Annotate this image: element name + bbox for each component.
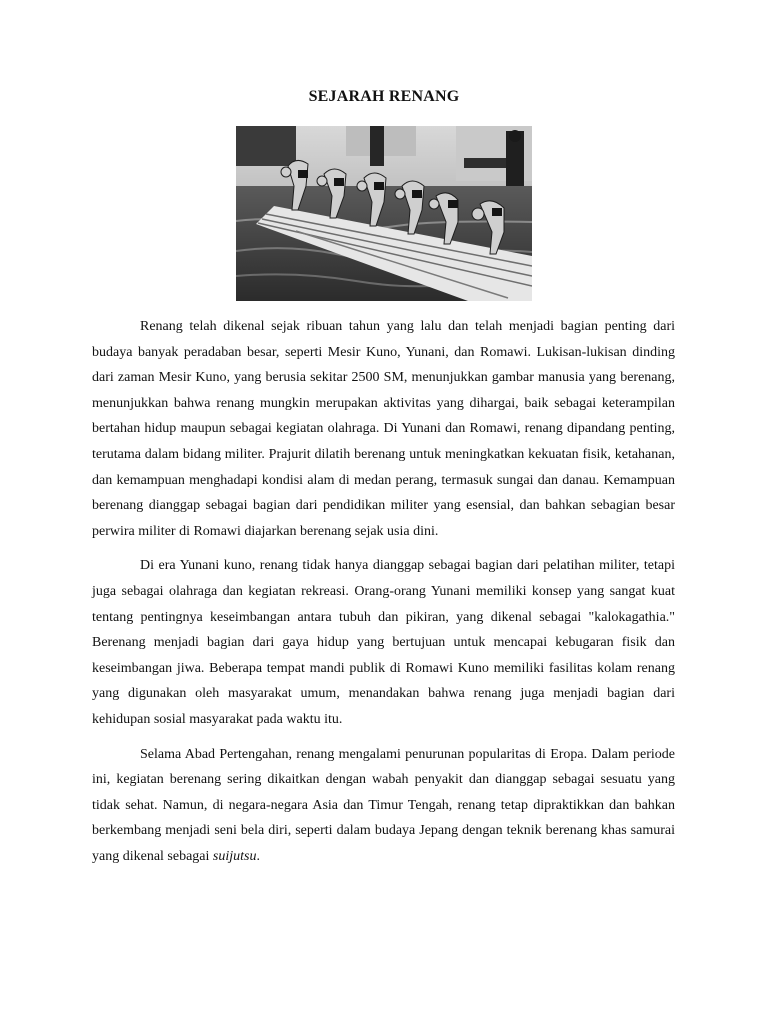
article-body — [92, 314, 675, 878]
paragraph-2: Di era Yunani kuno, renang tidak hanya dianggap sebagai bagian dari pelatihan militer, tetapi juga sebagai olahraga dan kegiatan rekreasi. Orang-orang Yunani memiliki konsep yang sangat kuat tentang pentingnya keseimbangan antara tubuh dan pikiran, yang dikenal sebagai "kalokagathia." Berenang menjadi bagian dari gaya hidup yang bertujuan untuk mencapai kebugaran fisik dan keseimbangan jiwa. Beberapa tempat mandi publik di Romawi Kuno memiliki fasilitas kolam renang yang digunakan oleh masyarakat umum, menandakan bahwa renang juga menjadi bagian dari kehidupan sosial masyarakat pada waktu itu. — [92, 558, 675, 727]
paragraph-3 — [92, 742, 675, 870]
page-title: SEJARAH RENANG — [308, 88, 460, 105]
historic-swimmers-photo — [236, 126, 532, 301]
paragraph-3-text: Selama Abad Pertengahan, renang mengalami penurunan popularitas di Eropa. Dalam periode ini, kegiatan berenang sering dikaitkan dengan wabah penyakit dan dianggap sebagai sesuatu yang tidak sehat. Namun, di negara-negara Asia dan Timur Tengah, renang tetap dipraktikkan dan bahkan berkembang menjadi seni bela diri, seperti dalam budaya Jepang dengan teknik berenang khas samurai yang dikenal sebagai — [92, 746, 675, 864]
paragraph-1: Renang telah dikenal sejak ribuan tahun yang lalu dan telah menjadi bagian penting dari budaya banyak peradaban besar, seperti Mesir Kuno, Yunani, dan Romawi. Lukisan-lukisan dinding dari zaman Mesir Kuno, yang berusia sekitar 2500 SM, menunjukkan gambar manusia yang berenang, menunjukkan bahwa renang mungkin merupakan aktivitas yang dihargai, baik sebagai keterampilan bertahan hidup maupun sebagai kegiatan olahraga. Di Yunani dan Romawi, renang dipandang penting, terutama dalam bidang militer. Prajurit dilatih berenang untuk meningkatkan kekuatan fisik, ketahanan, dan kemampuan menghadapi kondisi alam di medan perang, termasuk sungai dan danau. Kemampuan berenang dianggap sebagai bagian dari pendidikan militer yang esensial, dan bahkan sebagian besar perwira militer di Romawi diajarkan berenang sejak usia dini. — [92, 319, 675, 539]
term-suijutsu: suijutsu — [212, 848, 257, 864]
paragraph-3-end: . — [256, 848, 260, 864]
